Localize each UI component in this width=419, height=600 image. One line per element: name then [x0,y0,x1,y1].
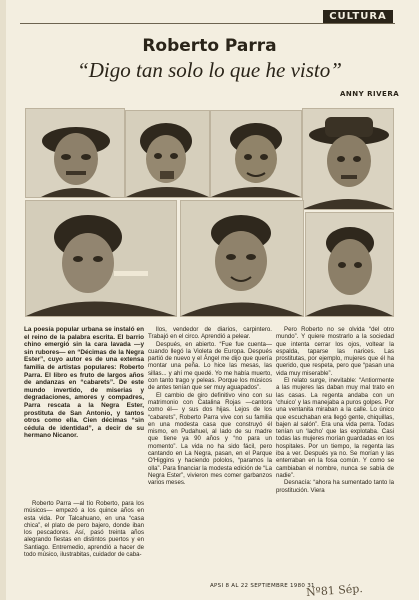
column-3-paragraph-3: Desnacía: “ahora ha sumentado tanto la prostitución. Viera [276,479,394,494]
photo-portrait-1 [25,108,125,198]
column-3-text [276,326,394,582]
column-1-text [24,500,144,580]
section-tab: CULTURA [323,10,393,24]
portrait-image [211,111,301,197]
article-headline: “Digo tan solo lo que he visto” [77,58,342,82]
portrait-image [306,213,393,316]
photo-portrait-2 [125,110,210,198]
column-3-paragraph-2: El relato surge, inevitable: “Antiormente a las mujeres las daban muy mal trato en las casas. La regenta andaba con un ‘chuico’ y las manejaba a puros golpes. Por una ventanita miraban a la calle. Lo único que escuchaban era llegó gente, chiquillas, bajen al salón”. Era una vida perra. Todas tenían un ‘lacho’ que las explotaba. Casi todas las mujeres morían guardadas en los hospitales. Por un tiempo, la regenta las iba a ver. Después ya no. Se morían y las enterraban en la fosa común. Y como se cambiaban el nombre, nunca se sabía de nadie”. [276,377,394,479]
photo-portrait-5 [25,200,177,317]
column-2-paragraph-3: El cambio de giro definitivo vino con su matrimonio con Catalina Rojas —cantora como él— y sus dos hijas. Lejos de los “cabarets”, Roberto Parra vive con su familia en una modesta casa que construyó él mismo, en Pudahuel, al lado de su madre que tiene ya 90 años y “no para un momento”. La vida no ha sido fácil, pero cantando en La Negra, pasan, en el Parque O'Higgins y haciendo pololos, “paramos la olla”. Para financiar la modesta edición de “La Negra Ester”, vivieron mes comer garbanzos varios meses. [148,391,272,487]
handwritten-note: Nº81 Sép. [305,582,364,599]
page-footer: APSI 8 AL 22 SEPTIEMBRE 1980 31 [210,583,315,589]
column-2-text [148,326,272,584]
photo-portrait-4 [302,108,394,210]
portrait-image [303,109,393,209]
column-2-paragraph-2: Después, en abierto. “Fue fue cuenta— cuando llegó la Violeta de Europa. Después partió de nuevo y el Ángel me dijo que quería montar una peña. Lo hice las mesas, las sillas... y ahí me quedé. Yo me había muerto, con tanto trago y peleas. Porque los músicos de antes tenían que ser muy aguapados”. [148,340,272,392]
lead-paragraph: La poesía popular urbana se instaló en el reino de la palabra escrita. El barrio chino emergió sin la cara lavada —y sin rubores— en “Décimas de la Negra Ester”, cuyo autor es de una extensa familia de artistas populares: Roberto Parra. El libro es fruto de largos años de andanzas en “cabarets”. De este mundo invertido, de miserias y degradaciones, amores y compadres, Parra rescata a la Negra Ester, prostituta de San Antonio, y tantos otros como ella. Cien décimas “sin cédula de identidad”, a decir de su hermano Nicanor. [24,326,144,440]
byline: ANNY RIVERA [340,90,400,98]
portrait-image [26,201,176,316]
portrait-image [126,111,209,197]
photo-portrait-7 [305,212,394,317]
article-subject: Roberto Parra [142,36,277,56]
page-edge [0,0,6,600]
portrait-image [26,109,124,197]
column-2-paragraph-1: llos, vendedor de diarios, carpintero. Trabajó en el circo. Aprendió a pelear. [148,326,272,341]
header-rule [20,23,395,24]
photo-portrait-3 [210,110,302,198]
column-1-paragraph: Roberto Parra —al tío Roberto, para los músicos— empezó a los quince años en esta vida. Por Talcahuano, en una “casa chica”, el plato de pero bajero, donde iban los pescadores. Así, pasó treinta años alegrando fiestas en distintos puertos y en Santiago. Entremedio, aprendió a hacer de todo músico, ilustrabitas, cuidador de caba- [24,500,144,559]
portrait-image [181,201,303,316]
column-3-paragraph-1: Pero Roberto no se olvida “del otro mundo”. Y quiere mostrarlo a la sociedad que intenta cerrar los ojos, voltear la espalda, taparse las narices. Las prostitutas, por ejemplo, mujeres que él ha querido, que respeta, pero que “pasan una vida muy miserable”. [276,326,394,377]
photo-portrait-6 [180,200,304,317]
